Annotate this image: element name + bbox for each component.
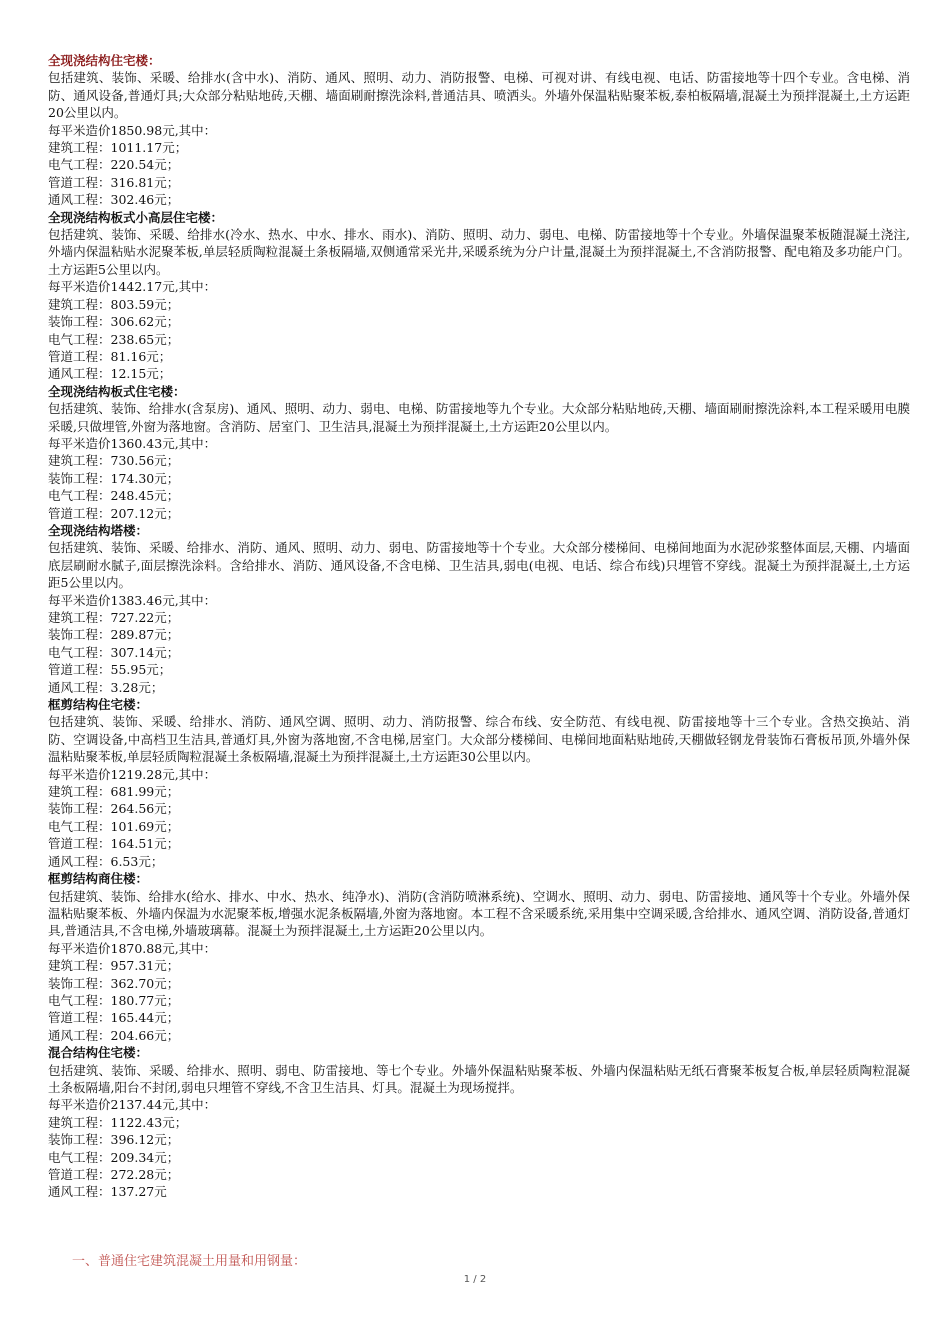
section-5	[48, 696, 910, 870]
cost-item: 装饰工程：362.70元；	[48, 975, 180, 991]
unit-price: 每平米造价1219.28元,其中：	[48, 766, 217, 782]
cost-item: 装饰工程：289.87元；	[48, 627, 180, 643]
section-2	[48, 209, 910, 383]
section-title: 全现浇结构住宅楼：	[48, 53, 161, 68]
section-title: 全现浇结构板式小高层住宅楼：	[48, 209, 224, 225]
cost-item: 通风工程：302.46元；	[48, 192, 180, 208]
section-description: 包括建筑、装饰、采暖、给排水(含中水)、消防、通风、照明、动力、消防报警、电梯、可视对讲、有线电视、电话、防雷接地等十四个专业。含电梯、消防、通风设备,普通灯具;大众部分粘贴地砖,天棚、墙面刷耐擦洗涂料,普通洁具、喷洒头。外墙外保温粘贴聚苯板,泰柏板隔墙,混凝土为预拌混凝土,土方运距20公里以内。	[48, 70, 910, 121]
section-7	[48, 1044, 910, 1201]
page-number: 1 / 2	[463, 1274, 487, 1285]
cost-item: 通风工程：3.28元；	[48, 679, 164, 695]
cost-item: 通风工程：204.66元；	[48, 1027, 180, 1043]
cost-item: 电气工程：101.69元；	[48, 818, 180, 834]
section-title: 全现浇结构板式住宅楼：	[48, 383, 186, 399]
cost-item: 管道工程：207.12元；	[48, 505, 180, 521]
unit-price: 每平米造价1360.43元,其中：	[48, 435, 217, 451]
cost-item: 管道工程：165.44元；	[48, 1010, 180, 1026]
cost-item: 建筑工程：681.99元；	[48, 784, 180, 800]
cost-item: 管道工程：272.28元；	[48, 1167, 180, 1182]
unit-price: 每平米造价1442.17元,其中：	[48, 279, 217, 295]
unit-price: 每平米造价1870.88元,其中：	[48, 940, 217, 956]
section-title: 混合结构住宅楼：	[48, 1045, 149, 1061]
section-title: 框剪结构商住楼：	[48, 871, 149, 887]
cost-item: 管道工程：55.95元；	[48, 662, 172, 678]
unit-price: 每平米造价1383.46元,其中：	[48, 592, 217, 608]
cost-item: 通风工程：137.27元	[48, 1184, 167, 1200]
cost-item: 电气工程：180.77元；	[48, 992, 180, 1008]
cost-item: 电气工程：248.45元；	[48, 488, 180, 504]
section-4	[48, 522, 910, 696]
cost-item: 电气工程：307.14元；	[48, 644, 180, 660]
cost-item: 电气工程：209.34元；	[48, 1149, 180, 1165]
cost-item: 建筑工程：727.22元；	[48, 610, 180, 625]
cost-item: 管道工程：164.51元；	[48, 836, 180, 852]
section-description: 包括建筑、装饰、采暖、给排水、消防、通风、照明、动力、弱电、防雷接地等十个专业。大众部分楼梯间、电梯间地面为水泥砂浆整体面层,天棚、内墙面底层刷耐水腻子,面层擦洗涂料。含给排水、消防、通风设备,不含电梯、卫生洁具,弱电(电视、电话、综合布线)只埋管不穿线。混凝土为预拌混凝土,土方运距5公里以内。	[48, 540, 910, 591]
cost-item: 建筑工程：1122.43元；	[48, 1114, 188, 1130]
cost-item: 建筑工程：730.56元；	[48, 453, 180, 469]
section-title: 全现浇结构塔楼：	[48, 522, 149, 538]
cost-item: 管道工程：81.16元；	[48, 348, 172, 364]
cost-item: 装饰工程：306.62元；	[48, 314, 180, 330]
section-description: 包括建筑、装饰、给排水(给水、排水、中水、热水、纯净水)、消防(含消防喷淋系统)、空调水、照明、动力、弱电、防雷接地、通风等十个专业。外墙外保温粘贴聚苯板、外墙内保温为水泥聚苯板,增强水泥条板隔墙,外窗为落地窗。本工程不含采暖系统,采用集中空调采暖,含给排水、通风空调、消防设备,普通灯具,普通洁具,不含电梯,外墙玻璃幕。混凝土为预拌混凝土,土方运距20公里以内。	[48, 888, 910, 939]
section-description: 包括建筑、装饰、给排水(含泵房)、通风、照明、动力、弱电、电梯、防雷接地等九个专业。大众部分粘贴地砖,天棚、墙面刷耐擦洗涂料,本工程采暖用电膜采暖,只做埋管,外窗为落地窗。含消防、居室门、卫生洁具,混凝土为预拌混凝土,土方运距20公里以内。	[48, 401, 910, 434]
cost-item: 通风工程：6.53元；	[48, 853, 164, 869]
document-body	[48, 52, 910, 1201]
cost-item: 建筑工程：803.59元；	[48, 296, 180, 312]
cost-item: 装饰工程：264.56元；	[48, 801, 180, 817]
cost-item: 电气工程：238.65元；	[48, 331, 180, 347]
cost-item: 建筑工程：957.31元；	[48, 958, 180, 974]
cost-item: 装饰工程：396.12元；	[48, 1132, 180, 1148]
section-3	[48, 383, 910, 522]
unit-price: 每平米造价2137.44元,其中：	[48, 1097, 217, 1113]
next-section-heading: 一、普通住宅建筑混凝土用量和用钢量：	[72, 1254, 307, 1269]
section-title: 框剪结构住宅楼：	[48, 697, 149, 713]
section-description: 包括建筑、装饰、采暖、给排水(冷水、热水、中水、排水、雨水)、消防、照明、动力、弱电、电梯、防雷接地等十个专业。外墙保温聚苯板随混凝土浇注,外墙内保温粘贴水泥聚苯板,单层轻质陶粒混凝土条板隔墙,双侧通常采光井,采暖系统为分户计量,混凝土为预拌混凝土,不含消防报警、配电箱及多功能户门。土方运距5公里以内。	[48, 227, 910, 277]
unit-price: 每平米造价1850.98元,其中：	[48, 122, 217, 138]
section-description: 包括建筑、装饰、采暖、给排水、消防、通风空调、照明、动力、消防报警、综合布线、安全防范、有线电视、防雷接地等十三个专业。含热交换站、消防、空调设备,中高档卫生洁具,普通灯具,外窗为落地窗,不含电梯,居室门。大众部分楼梯间、电梯间地面粘贴地砖,天棚做轻钢龙骨装饰石膏板吊顶,外墙外保温粘贴聚苯板,单层轻质陶粒混凝土条板隔墙,混凝土为预拌混凝土,土方运距30公里以内。	[48, 714, 910, 765]
section-6	[48, 870, 910, 1044]
cost-item: 建筑工程：1011.17元；	[48, 140, 188, 156]
cost-item: 电气工程：220.54元；	[48, 157, 180, 173]
cost-item: 通风工程：12.15元；	[48, 366, 172, 382]
section-description: 包括建筑、装饰、采暖、给排水、照明、弱电、防雷接地、等七个专业。外墙外保温粘贴聚苯板、外墙内保温粘贴无纸石膏聚苯板复合板,单层轻质陶粒混凝土条板隔墙,阳台不封闭,弱电只埋管不穿线,不含卫生洁具、灯具。混凝土为现场搅拌。	[48, 1062, 910, 1095]
section-1	[48, 52, 910, 209]
cost-item: 管道工程：316.81元；	[48, 174, 180, 190]
cost-item: 装饰工程：174.30元；	[48, 470, 180, 486]
